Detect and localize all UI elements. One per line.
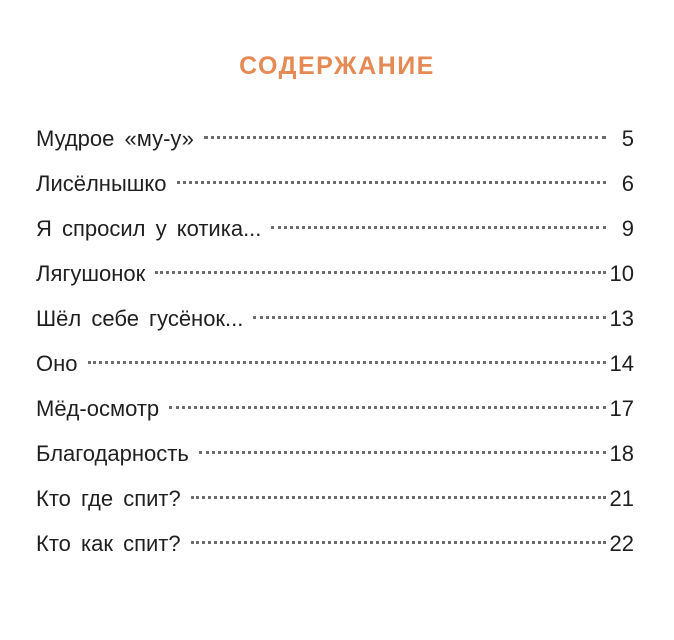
dot-leader bbox=[191, 496, 606, 499]
toc-entry-title: Оно bbox=[36, 351, 78, 376]
toc-entry bbox=[36, 206, 634, 251]
dot-leader bbox=[271, 226, 606, 229]
dot-leader bbox=[177, 181, 606, 184]
toc-entry bbox=[36, 251, 634, 296]
toc-entry-page: 22 bbox=[609, 531, 634, 556]
toc-entry bbox=[36, 431, 634, 476]
toc-entry-title: Благодарность bbox=[36, 441, 189, 466]
dot-leader bbox=[88, 361, 606, 364]
toc-entry bbox=[36, 386, 634, 431]
dot-leader bbox=[155, 271, 605, 274]
toc-entry-title: Кто где спит? bbox=[36, 486, 181, 511]
toc-entry bbox=[36, 521, 634, 566]
toc-entry-title: Мудрое «му-у» bbox=[36, 126, 194, 151]
toc-entry-page: 6 bbox=[621, 171, 634, 196]
toc-entry bbox=[36, 476, 634, 521]
toc-entry-page: 10 bbox=[609, 261, 634, 286]
dot-leader bbox=[191, 541, 606, 544]
toc-entry-page: 18 bbox=[609, 441, 634, 466]
toc-entry-title: Лягушонок bbox=[36, 261, 146, 286]
toc-entry-title: Я спросил у котика... bbox=[36, 216, 262, 241]
toc-entry-page: 21 bbox=[609, 486, 634, 511]
toc-entry-page: 14 bbox=[609, 351, 634, 376]
page-title: СОДЕРЖАНИЕ bbox=[239, 52, 435, 80]
table-of-contents bbox=[36, 116, 634, 566]
toc-entry-title: Мёд-осмотр bbox=[36, 396, 160, 421]
toc-entry bbox=[36, 296, 634, 341]
toc-entry bbox=[36, 341, 634, 386]
toc-entry-page: 17 bbox=[609, 396, 634, 421]
dot-leader bbox=[204, 136, 606, 139]
toc-entry-title: Кто как спит? bbox=[36, 531, 181, 556]
toc-entry-page: 5 bbox=[621, 126, 634, 151]
dot-leader bbox=[169, 406, 605, 409]
toc-entry bbox=[36, 116, 634, 161]
dot-leader bbox=[253, 316, 605, 319]
toc-entry-page: 13 bbox=[609, 306, 634, 331]
dot-leader bbox=[199, 451, 606, 454]
toc-entry-title: Шёл себе гусёнок... bbox=[36, 306, 244, 331]
toc-entry-title: Лисёлнышко bbox=[36, 171, 167, 196]
toc-entry bbox=[36, 161, 634, 206]
toc-entry-page: 9 bbox=[621, 216, 634, 241]
